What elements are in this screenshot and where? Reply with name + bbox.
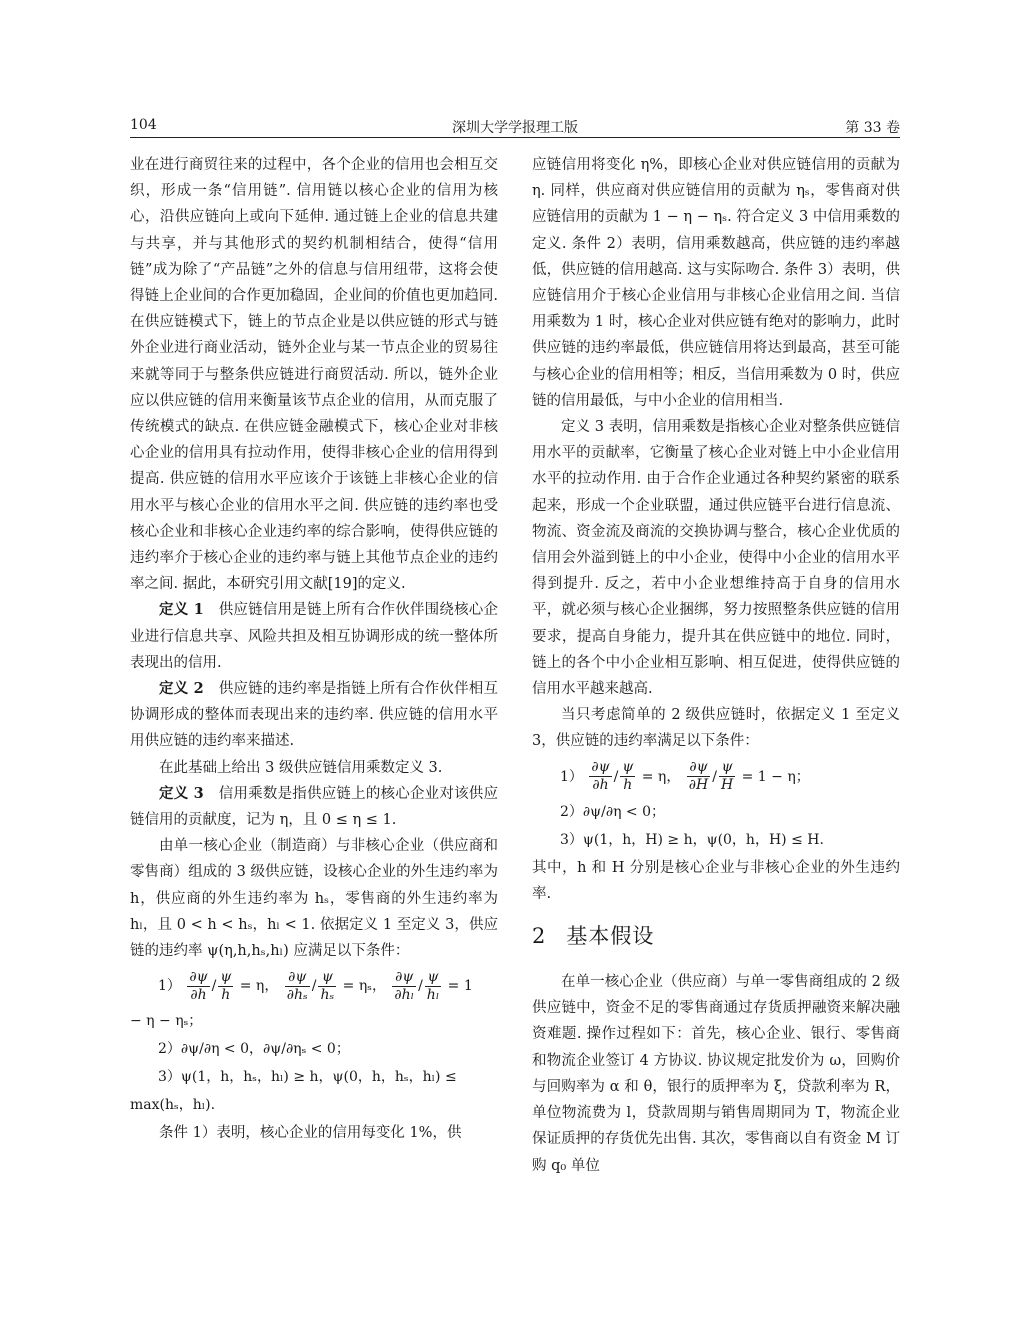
condition-1-formula: 1） $\frac{\partial\psi}{\partial h}$ / $\frac{\psi}{h}$ = η， $\frac{\partial\psi}{\text{∂hₛ}}$ / $\frac{\psi}{\text{hₛ}}$ = ηₛ， $\frac{\partial\psi}{\text{∂hₗ}}$ / $\frac{\psi}{\text{hₗ}}$ = 1: [158, 968, 473, 1003]
header-rule: [130, 137, 900, 138]
condition-3-continued: max(hₛ，hₗ).: [130, 1097, 216, 1114]
running-header: [130, 117, 900, 139]
section-number: 2: [532, 924, 547, 949]
right-column: [532, 152, 900, 1179]
two-tier-condition-3: 3）ψ(1，h，H) ≥ h，ψ(0，h，H) ≤ H.: [560, 831, 824, 848]
definition-text: 信用乘数是指供应链上的核心企业对该供应链信用的贡献度，记为 η，且 0 ≤ η ≤ 1.: [130, 785, 499, 829]
paragraph: 定义 3 表明，信用乘数是指核心企业对整条供应链信用水平的贡献率，它衡量了核心企业对链上中小企业信用水平的拉动作用. 由于合作企业通过各种契约紧密的联系起来，形成一个企业联盟，通过供应链平台进行信息流、物流、资金流及商流的交换协调与整合，核心企业优质的信用会外溢到链上的中小企业，使得中小企业的信用水平得到提升. 反之，若中小企业想维持高于自身的信用水平，就必须与核心企业捆绑，努力按照整条供应链的信用要求，提高自身能力，提升其在供应链中的地位. 同时，链上的各个中小企业相互影响、相互促进，使得供应链的信用水平越来越高.: [532, 419, 900, 698]
definition-label: 定义 2: [159, 680, 204, 698]
condition-1-continued: − η − ηₛ；: [130, 1013, 203, 1030]
paragraph: 由单一核心企业（制造商）与非核心企业（供应商和零售商）组成的 3 级供应链，设核心企业的外生违约率为 h，供应商的外生违约率为 hₛ，零售商的外生违约率为 hₗ，且 0 < h < hₛ，hₗ < 1. 依据定义 1 至定义 3，供应链的违约率 ψ(η,h,hₛ,hₗ) 应满足以下条件：: [130, 838, 498, 960]
two-tier-condition-2: 2）∂ψ/∂η < 0；: [560, 803, 666, 820]
volume-label: 第 33 卷: [845, 120, 900, 136]
definition-2: [130, 676, 498, 755]
paragraph: 业在进行商贸往来的过程中，各个企业的信用也会相互交织，形成一条“信用链”. 信用链以核心企业的信用为核心，沿供应链向上或向下延伸. 通过链上企业的信息共建与共享，并与其他形式的契约机制相结合，使得“信用链”成为除了“产品链”之外的信息与信用纽带，这将会使得链上企业间的合作更加稳固，企业间的价值也更加趋同. 在供应链模式下，链上的节点企业是以供应链的形式与链外企业进行商业活动，链外企业与某一节点企业的贸易往来就等同于与整条供应链进行商贸活动. 所以，链外企业应以供应链的信用来衡量该节点企业的信用，从而克服了传统模式的缺点. 在供应链金融模式下，核心企业对非核心企业的信用具有拉动作用，使得非核心企业的信用得到提高. 供应链的信用水平应该介于该链上非核心企业的信用水平与核心企业的信用水平之间. 供应链的违约率也受核心企业和非核心企业违约率的综合影响，使得供应链的违约率介于核心企业的违约率与链上其他节点企业的违约率之间. 据此，本研究引用文献[19]的定义.: [130, 157, 498, 593]
left-column: [130, 152, 498, 1147]
paragraph: 条件 1）表明，核心企业的信用每变化 1%，供: [159, 1125, 462, 1142]
condition-2: 2）∂ψ/∂η < 0，∂ψ/∂ηₛ < 0；: [158, 1041, 350, 1058]
journal-title: 深圳大学学报理工版: [452, 120, 578, 136]
paragraph: 在单一核心企业（供应商）与单一零售商组成的 2 级供应链中，资金不足的零售商通过存货质押融资来解决融资难题. 操作过程如下：首先，核心企业、银行、零售商和物流企业签订 4 方协议. 协议规定批发价为 ω，回购价与回购率为 α 和 θ，银行的质押率为 ξ，贷款利率为 R，单位物流费为 l，贷款周期与销售周期同为 T，物流企业保证质押的存货优先出售. 其次，零售商以自有资金 M 订购 q₀ 单位: [532, 974, 900, 1174]
definition-label: 定义 3: [159, 784, 204, 802]
page-number: 104: [130, 117, 157, 133]
section-heading: [532, 921, 900, 951]
definition-text: 供应链的违约率是指链上所有合作伙伴相互协调形成的整体而表现出来的违约率. 供应链的信用水平用供应链的违约率来描述.: [130, 681, 499, 750]
definition-label: 定义 1: [159, 601, 204, 619]
condition-3: 3）ψ(1，h，hₛ，hₗ) ≥ h，ψ(0，h，hₛ，hₗ) ≤: [158, 1069, 457, 1086]
paragraph: 在此基础上给出 3 级供应链信用乘数定义 3.: [159, 759, 443, 776]
two-tier-condition-1: 1） $\frac{\partial\psi}{\partial h}$ / $\frac{\psi}{h}$ = η， $\frac{\partial\psi}{\partial H}$ / $\frac{\psi}{H}$ = 1 − η；: [560, 759, 810, 794]
paragraph: 应链信用将变化 η%，即核心企业对供应链信用的贡献为 η. 同样，供应商对供应链信用的贡献为 ηₛ，零售商对供应链信用的贡献为 1 − η − ηₛ. 符合定义 3 中信用乘数的定义. 条件 2）表明，信用乘数越高，供应链的违约率越低，供应链的信用越高. 这与实际吻合. 条件 3）表明，供应链信用介于核心企业信用与非核心企业信用之间. 当信用乘数为 1 时，核心企业对供应链有绝对的影响力，此时供应链的违约率最低，供应链信用将达到最高，甚至可能与核心企业的信用相等；相反，当信用乘数为 0 时，供应链的信用最低，与中小企业的信用相当.: [532, 157, 900, 409]
paragraph: 其中，h 和 H 分别是核心企业与非核心企业的外生违约率.: [532, 859, 900, 902]
section-title: 基本假设: [566, 924, 655, 949]
paragraph: 当只考虑简单的 2 级供应链时，依据定义 1 至定义 3，供应链的违约率满足以下条件：: [532, 707, 900, 750]
definition-text: 供应链信用是链上所有合作伙伴围绕核心企业进行信息共享、风险共担及相互协调形成的统一整体所表现出的信用.: [130, 602, 499, 671]
definition-3: [130, 781, 498, 833]
definition-1: [130, 597, 498, 676]
